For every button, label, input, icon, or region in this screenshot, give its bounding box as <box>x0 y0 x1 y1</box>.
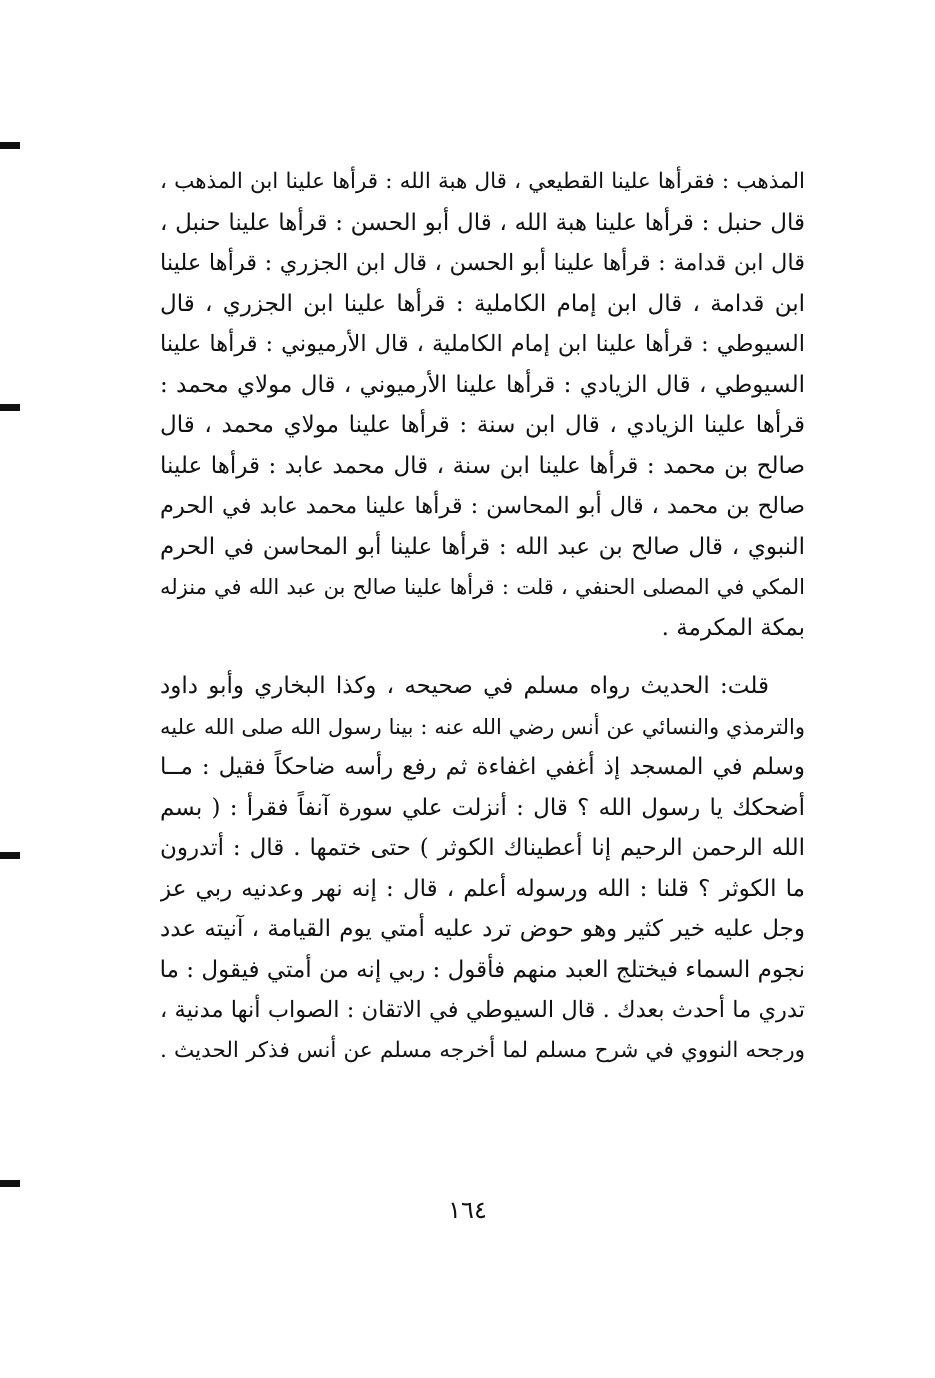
hadith-paragraph <box>160 666 805 1071</box>
text-line: أضحكك يا رسول الله ؟ قال : أنزلت علي سورة آنفاً فقرأ : ( بسم <box>160 794 805 821</box>
text-line: قلت: الحديث رواه مسلم في صحيحه ، وكذا البخاري وأبو داود <box>160 673 769 699</box>
text-line: تدري ما أحدث بعدك . قال السيوطي في الاتقان : الصواب أنها مدنية ، <box>160 997 805 1023</box>
text-line: النبوي ، قال صالح بن عبد الله : قرأها علينا أبو المحاسن في الحرم <box>160 533 805 560</box>
text-line: ابن قدامة ، قال ابن إمام الكاملية : قرأها علينا ابن الجزري ، قال <box>160 290 805 317</box>
page-number: ١٦٤ <box>448 1196 487 1224</box>
margin-mark <box>0 1180 20 1187</box>
text-line: قال حنبل : قرأها علينا هبة الله ، قال أبو الحسن : قرأها علينا حنبل ، <box>160 209 805 236</box>
text-line: نجوم السماء فيختلج العبد منهم فأقول : ربي إنه من أمتي فيقول : ما <box>160 956 805 983</box>
isnad-paragraph <box>160 162 805 648</box>
text-line: وجل عليه خير كثير وهو حوض ترد عليه أمتي يوم القيامة ، آنيته عدد <box>160 916 805 942</box>
text-line: صالح بن محمد ، قال أبو المحاسن : قرأها علينا محمد عابد في الحرم <box>160 493 805 519</box>
text-line: وسلم في المسجد إذ أغفي اغفاءة ثم رفع رأسه ضاحكاً فقيل : مــا <box>160 754 805 780</box>
text-line: بمكة المكرمة . <box>661 614 805 641</box>
text-line: قرأها علينا الزيادي ، قال ابن سنة : قرأها علينا مولاي محمد ، قال <box>160 412 805 438</box>
text-line: المكي في المصلى الحنفي ، قلت : قرأها علينا صالح بن عبد الله في منزله <box>160 575 805 599</box>
text-line: السيوطي : قرأها علينا ابن إمام الكاملية ، قال الأرميوني : قرأها علينا <box>160 331 805 357</box>
text-line: ورجحه النووي في شرح مسلم لما أخرجه مسلم عن أنس فذكر الحديث . <box>160 1037 805 1063</box>
text-line: ما الكوثر ؟ قلنا : الله ورسوله أعلم ، قال : إنه نهر وعدنيه ربي عز <box>160 875 805 902</box>
margin-mark <box>0 852 20 859</box>
text-line: صالح بن محمد : قرأها علينا ابن سنة ، قال محمد عابد : قرأها علينا <box>160 452 805 479</box>
text-line: المذهب : فقرأها علينا القطيعي ، قال هبة الله : قرأها علينا ابن المذهب ، <box>160 169 805 194</box>
text-line: قال ابن قدامة : قرأها علينا أبو الحسن ، قال ابن الجزري : قرأها علينا <box>160 250 805 276</box>
text-line: والترمذي والنسائي عن أنس رضي الله عنه : بينا رسول الله صلى الله عليه <box>160 714 805 739</box>
text-line: الله الرحمن الرحيم إنا أعطيناك الكوثر ) حتى ختمها . قال : أتدرون <box>160 835 805 861</box>
text-line: السيوطي ، قال الزيادي : قرأها علينا الأرميوني ، قال مولاي محمد : <box>160 371 805 398</box>
margin-mark <box>0 142 20 149</box>
margin-mark <box>0 404 20 411</box>
